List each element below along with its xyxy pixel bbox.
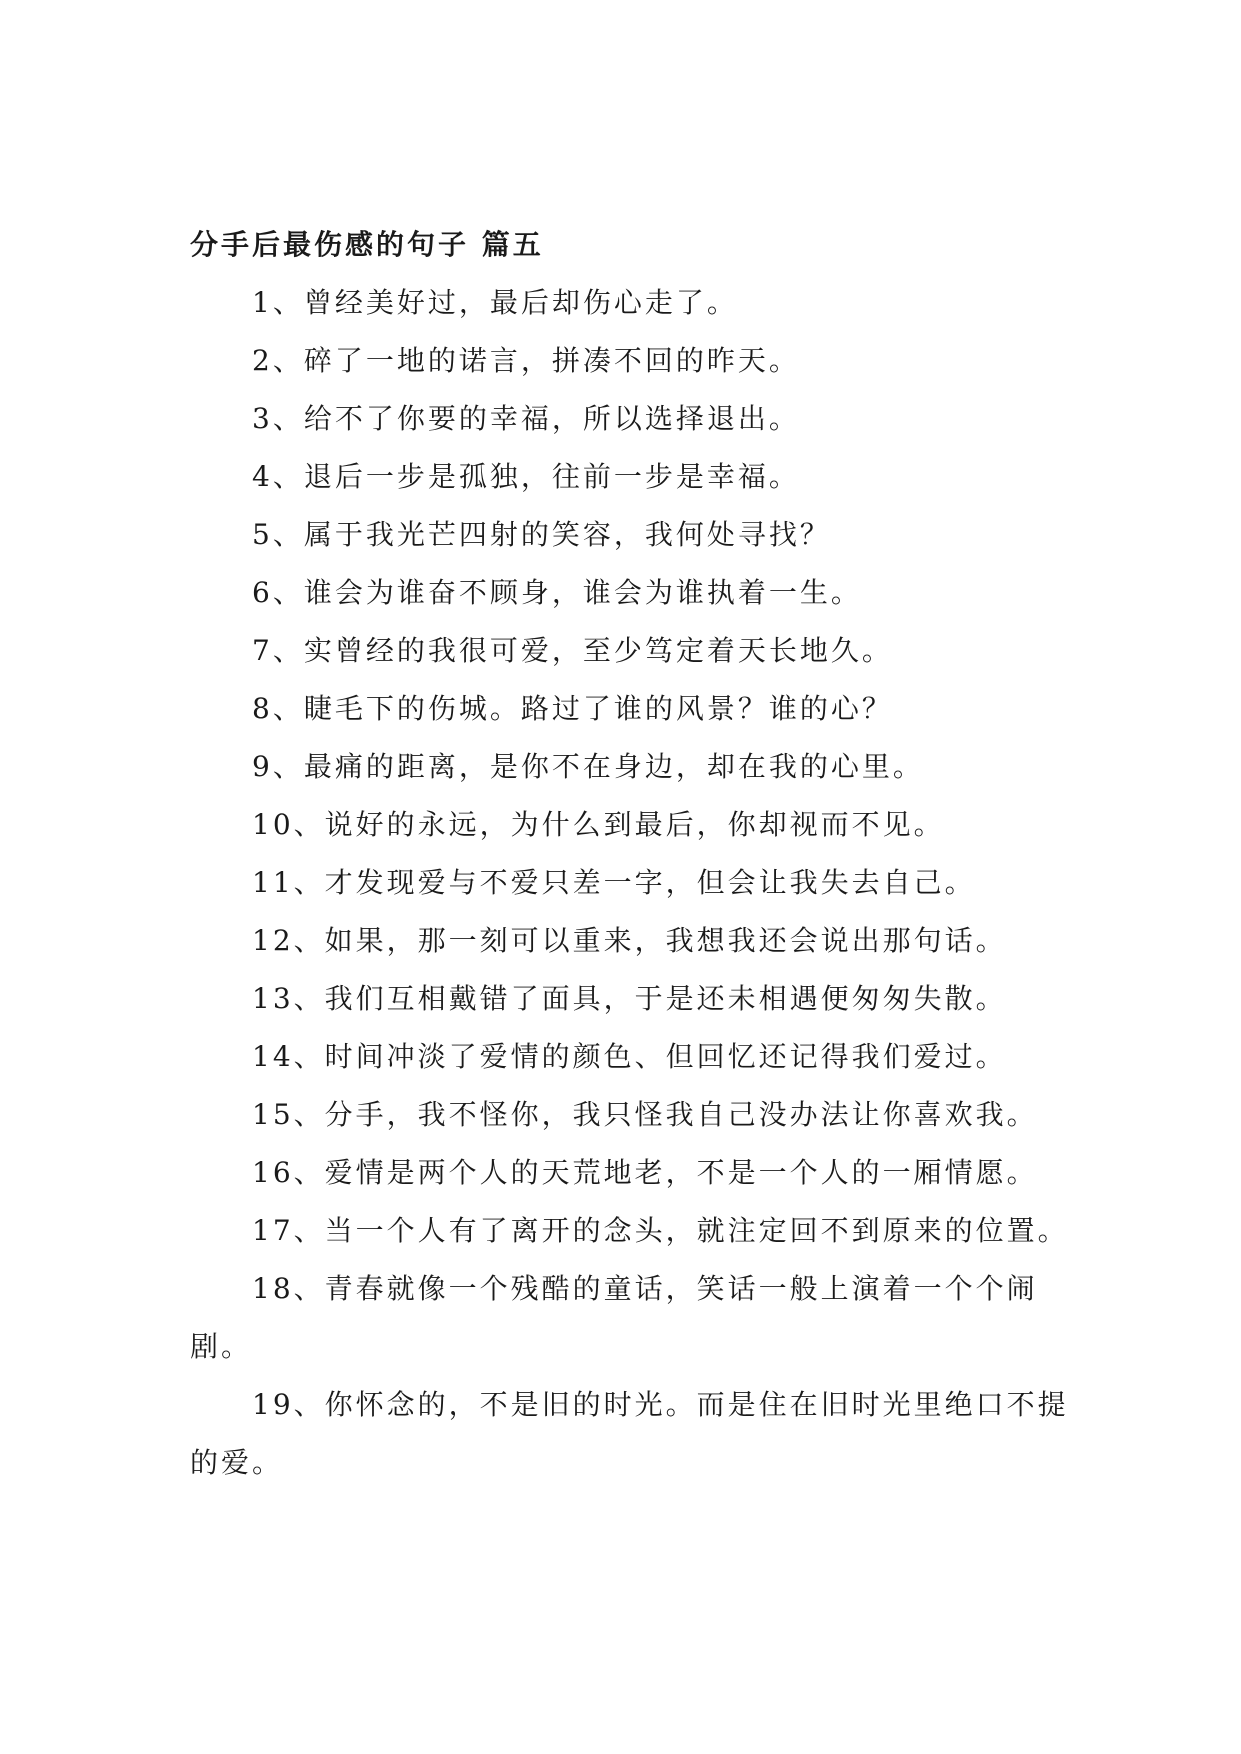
list-item: 3、给不了你要的幸福，所以选择退出。 bbox=[252, 402, 800, 435]
list-item: 1、曾经美好过，最后却伤心走了。 bbox=[252, 286, 738, 319]
list-item: 12、如果，那一刻可以重来，我想我还会说出那句话。 bbox=[252, 924, 1007, 957]
list-item: 2、碎了一地的诺言，拼凑不回的昨天。 bbox=[252, 344, 800, 377]
list-item: 6、谁会为谁奋不顾身，谁会为谁执着一生。 bbox=[252, 576, 862, 609]
sentence-list bbox=[190, 274, 1070, 1492]
list-item: 8、睫毛下的伤城。路过了谁的风景？谁的心？ bbox=[252, 692, 893, 725]
list-item: 19、你怀念的，不是旧的时光。而是住在旧时光里绝口不提的爱。 bbox=[190, 1388, 1069, 1479]
list-item: 17、当一个人有了离开的念头，就注定回不到原来的位置。 bbox=[252, 1214, 1069, 1247]
list-item: 11、才发现爱与不爱只差一字，但会让我失去自己。 bbox=[252, 866, 976, 899]
list-item: 7、实曾经的我很可爱，至少笃定着天长地久。 bbox=[252, 634, 893, 667]
list-item: 5、属于我光芒四射的笑容，我何处寻找？ bbox=[252, 518, 831, 551]
list-item: 4、退后一步是孤独，往前一步是幸福。 bbox=[252, 460, 800, 493]
list-item: 15、分手，我不怪你，我只怪我自己没办法让你喜欢我。 bbox=[252, 1098, 1038, 1131]
document-body bbox=[190, 216, 1070, 1492]
list-item: 13、我们互相戴错了面具，于是还未相遇便匆匆失散。 bbox=[252, 982, 1007, 1015]
list-item: 18、青春就像一个残酷的童话，笑话一般上演着一个个闹剧。 bbox=[190, 1272, 1038, 1363]
list-item: 9、最痛的距离，是你不在身边，却在我的心里。 bbox=[252, 750, 924, 783]
list-item: 14、时间冲淡了爱情的颜色、但回忆还记得我们爱过。 bbox=[252, 1040, 1007, 1073]
list-item: 16、爱情是两个人的天荒地老，不是一个人的一厢情愿。 bbox=[252, 1156, 1038, 1189]
document-title: 分手后最伤感的句子 篇五 bbox=[190, 228, 544, 261]
list-item: 10、说好的永远，为什么到最后，你却视而不见。 bbox=[252, 808, 945, 841]
